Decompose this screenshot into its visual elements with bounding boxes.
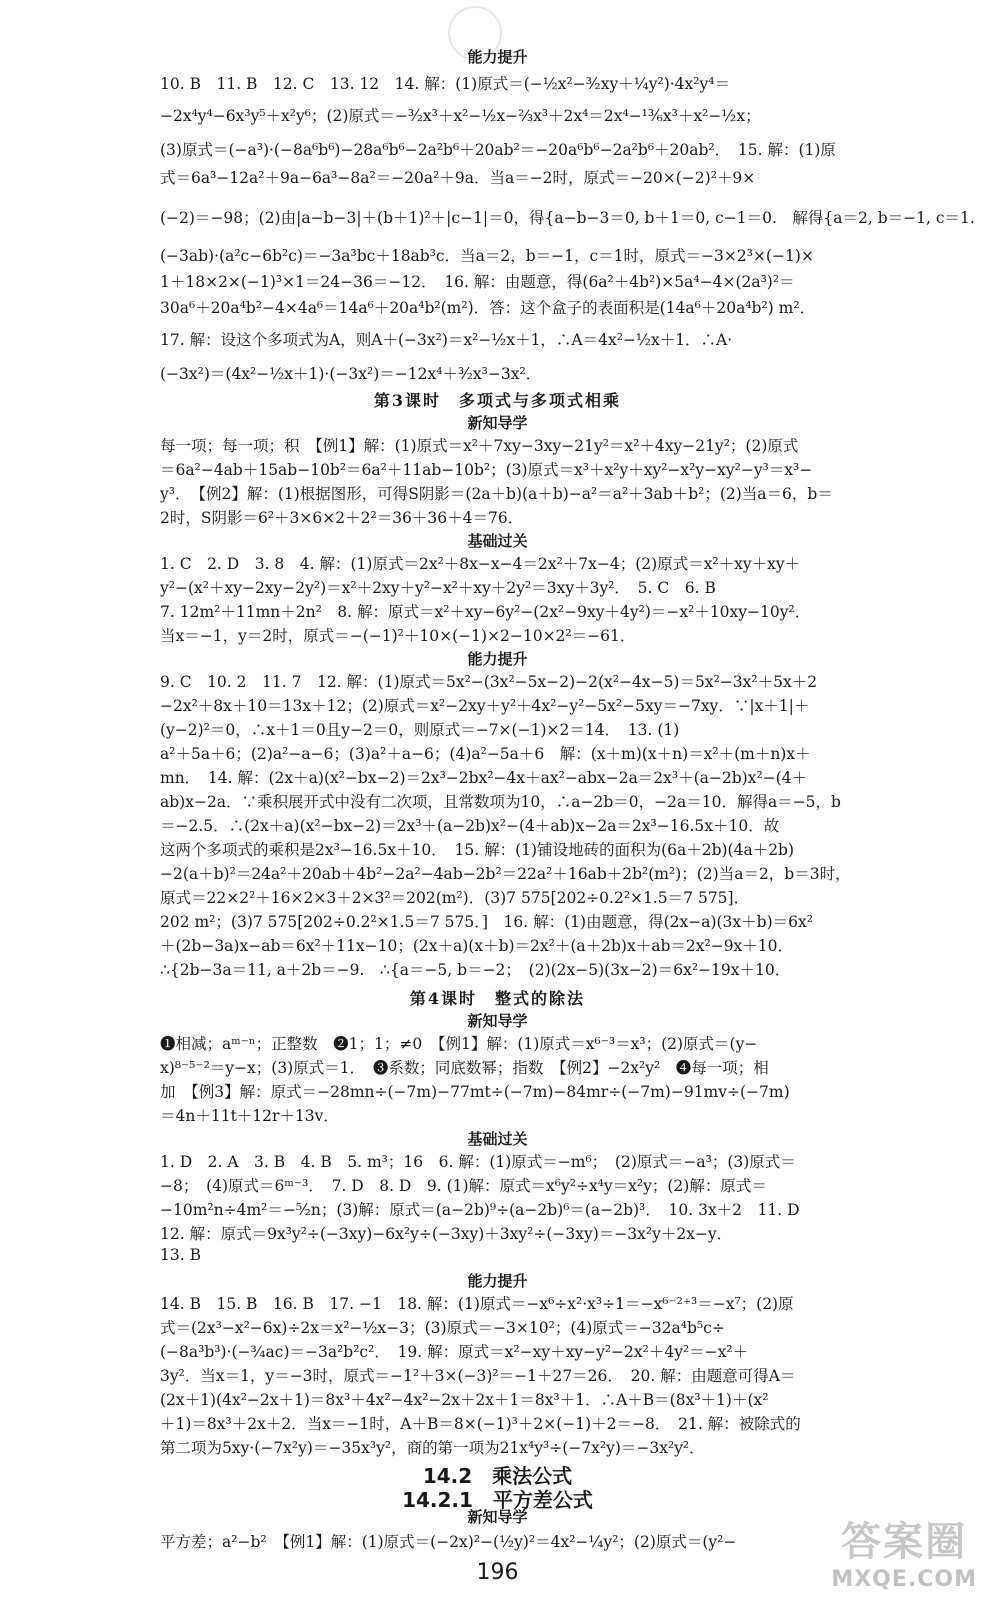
answer-line: ＋(2b−3a)x−ab＝6x²＋11x−10；(2x＋a)(x＋b)＝2x²＋(a＋2b)x＋ab＝2x²−9x＋10． [160,937,794,955]
subsection-title: 14.2.1 平方差公式 [402,1488,593,1512]
section-title: 14.2 乘法公式 [422,1464,573,1488]
answer-line: ❶相减；aᵐ⁻ⁿ；正整数 ❷1；1；≠0 【例1】解：(1)原式＝x⁶⁻³＝x³；(2)原式＝(y− [160,1035,758,1053]
answer-line: 1. C 2. D 3. 8 4. 解：(1)原式＝2x²＋8x−x−4＝2x²＋7x−4；(2)原式＝x²＋xy＋xy＋ [160,555,801,573]
answer-line: a²＋5a＋6；(2)a²−a−6；(3)a²＋a−6；(4)a²−5a＋6 解：(x＋m)(x＋n)＝x²＋(m＋n)x＋ [160,745,811,763]
answer-line: y³． 【例2】解：(1)根据图形，可得S阴影＝(2a＋b)(a＋b)−a²＝a²＋3ab＋b²；(2)当a＝6，b＝ [160,485,833,503]
answer-line: mn． 14. 解：(2x＋a)(x²−bx−2)＝2x³−2bx²−4x＋ax²−abx−2a＝2x³＋(a−2b)x²−(4＋ [160,769,808,787]
answer-line: ＝6a²−4ab＋15ab−10b²＝6a²＋11ab−10b²；(3)原式＝x³＋x²y＋xy²−x²y−xy²−y³＝x³− [160,461,813,479]
answer-line: 7. 12m²＋11mn＋2n² 8. 解：原式＝x²＋xy−6y²−(2x²−9xy＋4y²)＝−x²＋10xy−10y²． [160,603,811,621]
answer-line: x)⁸⁻⁵⁻²＝y−x；(3)原式＝1． ❸系数；同底数幂；指数 【例2】−2x²y² ❹每一项；相 [160,1059,769,1077]
answer-line: 13. B [160,1246,201,1264]
answer-line: −10m²n÷4m²＝−⁵⁄₂n；(3)解：原式＝(a−2b)⁹÷(a−2b)⁶＝(a−2b)³． 10. 3x＋2 11. D [160,1201,800,1219]
answer-line: 3y²．当x＝1，y＝−3时，原式＝−1²＋3×(−3)²＝−1＋27＝26． 20. 解：由题意可得A＝ [160,1367,796,1385]
answer-line: ＝−2.5．∴(2x＋a)(x²−bx−2)＝2x³＋(a−2b)x²−(4＋ab)x−2a＝2x³−16.5x＋10．故 [160,817,780,835]
section-heading: 基础过关 [467,532,528,550]
answer-line: 2时，S阴影＝6²＋3×6×2＋2²＝36＋36＋4＝76． [160,509,524,527]
answer-line: 这两个多项式的乘积是2x³−16.5x＋10． 15. 解：(1)铺设地砖的面积为(6a＋2b)(4a＋2b) [160,841,795,859]
answer-line: 10. B 11. B 12. C 13. 12 14. 解：(1)原式＝(−½x²−³⁄₂xy＋¼y²)·4x²y⁴＝ [160,75,730,93]
answer-line: 1＋18×2×(−1)³×1＝24−36＝−12． 16. 解：由题意，得(6a²＋4b²)×5a⁴−4×(2a³)²＝ [160,273,795,291]
watermark [831,1510,977,1592]
answer-line: 平方差；a²−b² 【例1】解：(1)原式＝(−2x)²−(½y)²＝4x²−¼y²；(2)原式＝(y²− [160,1533,737,1551]
section-heading: 新知导学 [467,414,528,432]
answer-line: 9. C 10. 2 11. 7 12. 解：(1)原式＝5x²−(3x²−5x−2)−2(x²−4x−5)＝5x²−3x²＋5x＋2 [160,673,818,691]
section-heading: 能力提升 [467,48,528,66]
lesson-title: 第3课时 多项式与多项式相乘 [373,391,622,410]
watermark-line1: 答案圈 [841,1519,968,1565]
answer-line: (y−2)²＝0，∴x＋1＝0且y−2＝0，则原式＝−7×(−1)×2＝14． 13. (1) [160,721,680,739]
answer-line: −8； (4)原式＝6ᵐ⁻³． 7. D 8. D 9. (1)解：原式＝x⁶y²÷x⁴y＝x²y；(2)解：原式＝ [160,1177,767,1195]
answer-line: y²−(x²＋xy−2xy−2y²)＝x²＋2xy＋y²−x²＋xy＋2y²＝3xy＋3y²． 5. C 6. B [160,579,716,597]
answer-line: −2x²＋8x＋10＝13x＋12；(2)原式＝x²−2xy＋y²＋4x²−y²−5x²−5xy＝−7xy．∵|x＋1|＋ [160,697,810,715]
answer-line: ab)x−2a．∵乘积展开式中没有二次项，且常数项为10，∴a−2b＝0，−2a＝10．解得a＝−5，b [160,793,841,811]
answer-line: ∴{2b−3a＝11, a＋2b＝−9. ∴{a＝−5, b＝−2； (2)(2x−5)(3x−2)＝6x²−19x＋10． [160,961,791,979]
answer-line: 30a⁶＋20a⁴b²−4×4a⁶＝14a⁶＋20a⁴b²(m²)．答：这个盒子的表面积是(14a⁶＋20a⁴b²) m²． [160,299,816,317]
answer-line: 17. 解：设这个多项式为A，则A＋(−3x²)＝x²−½x＋1，∴A＝4x²−½x＋1．∴A· [160,331,733,349]
lesson-title: 第4课时 整式的除法 [409,989,586,1008]
section-heading: 基础过关 [467,1130,528,1148]
answer-line: 原式＝22×2²＋16×2×3＋2×3²＝202(m²)．(3)7 575[202÷0.2²×1.5＝7 575]． [160,889,750,907]
section-heading: 能力提升 [467,650,528,668]
answer-line: 1. D 2. A 3. B 4. B 5. m³；16 6. 解：(1)原式＝−m⁶； (2)原式＝−a³；(3)原式＝ [160,1153,796,1171]
answer-line: 202 m²；(3)7 575[202÷0.2²×1.5＝7 575．] 16. 解：(1)由题意，得(2x−a)(3x＋b)＝6x² [160,913,813,931]
answer-line: (−2)＝−98；(2)由|a−b−3|＋(b＋1)²＋|c−1|＝0，得{a−b−3＝0, b＋1＝0, c−1＝0. 解得{a＝2, b＝−1, c＝1. [160,209,975,227]
answer-line: (2x＋1)(4x²−2x＋1)＝8x³＋4x²−4x²−2x＋2x＋1＝8x³＋1．∴A＋B＝(8x³＋1)＋(x² [160,1391,769,1409]
answer-line: −2(a＋b)²＝24a²＋20ab＋4b²−2a²−4ab−2b²＝22a²＋16ab＋2b²(m²)；(2)当a＝2，b＝3时， [160,865,851,883]
answer-line: 14. B 15. B 16. B 17. −1 18. 解：(1)原式＝−x⁶÷x²·x³÷1＝−x⁶⁻²⁺³＝−x⁷；(2)原 [160,1295,794,1313]
answer-line: (−8a³b³)·(−¾ac)＝−3a²b²c²． 19. 解：原式＝x²−xy＋xy−y²−2x²＋4y²＝−x²＋ [160,1343,749,1361]
answer-line: −2x⁴y⁴−6x³y⁵＋x²y⁶；(2)原式＝−³⁄₂x³＋x²−½x−⅔x³＋2x⁴＝2x⁴−¹³⁄₆x³＋x²−½x； [160,107,761,125]
answer-line: 第二项为5xy·(−7x²y)＝−35x³y²，商的第一项为21x⁴y³÷(−7x²y)＝−3x²y²． [160,1439,705,1457]
answer-line: 当x＝−1，y＝2时，原式＝−(−1)²＋10×(−1)×2−10×2²＝−61． [160,627,636,645]
answer-line: 式＝(2x³−x²−6x)÷2x＝x²−½x−3；(3)原式＝−3×10²；(4)原式＝−32a⁴b⁵c÷ [160,1319,725,1337]
section-heading: 能力提升 [467,1272,528,1290]
answer-line: 式＝6a³−12a²＋9a−6a³−8a²＝−20a²＋9a．当a＝−2时，原式＝−20×(−2)²＋9× [160,169,756,187]
answer-line: ＝4n＋11t＋12r＋13v． [160,1107,339,1125]
answer-line: ＋1)＝8x³＋2x＋2．当x＝−1时，A＋B＝8×(−1)³＋2×(−1)＋2＝−8． 21. 解：被除式的 [160,1415,801,1433]
answer-line: (−3x²)＝(4x²−½x＋1)·(−3x²)＝−12x⁴＋³⁄₂x³−3x²． [160,365,542,383]
watermark-line2: MXQE.COM [831,1567,977,1592]
section-heading: 新知导学 [467,1012,528,1030]
answer-line: 12. 解：原式＝9x³y²÷(−3xy)−6x²y÷(−3xy)＋3xy²÷(−3xy)＝−3x²y＋2x−y． [160,1225,733,1243]
section-heading: 新知导学 [467,1508,528,1526]
answer-line: (3)原式＝(−a³)·(−8a⁶b⁶)−28a⁶b⁶−2a²b⁶＋20ab²＝−20a⁶b⁶−2a²b⁶＋20ab²． 15. 解：(1)原 [160,141,836,159]
answer-line: 加 【例3】解：原式＝−28mn÷(−7m)−77mt÷(−7m)−84mr÷(−7m)−91mv÷(−7m) [160,1083,790,1101]
answer-line: 每一项；每一项；积 【例1】解：(1)原式＝x²＋7xy−3xy−21y²＝x²＋4xy−21y²；(2)原式 [160,437,799,455]
page-number: 196 [476,1560,519,1585]
answer-line: (−3ab)·(a²c−6b²c)＝−3a³bc＋18ab³c．当a＝2，b＝−1，c＝1时，原式＝−3×2³×(−1)× [160,247,814,265]
